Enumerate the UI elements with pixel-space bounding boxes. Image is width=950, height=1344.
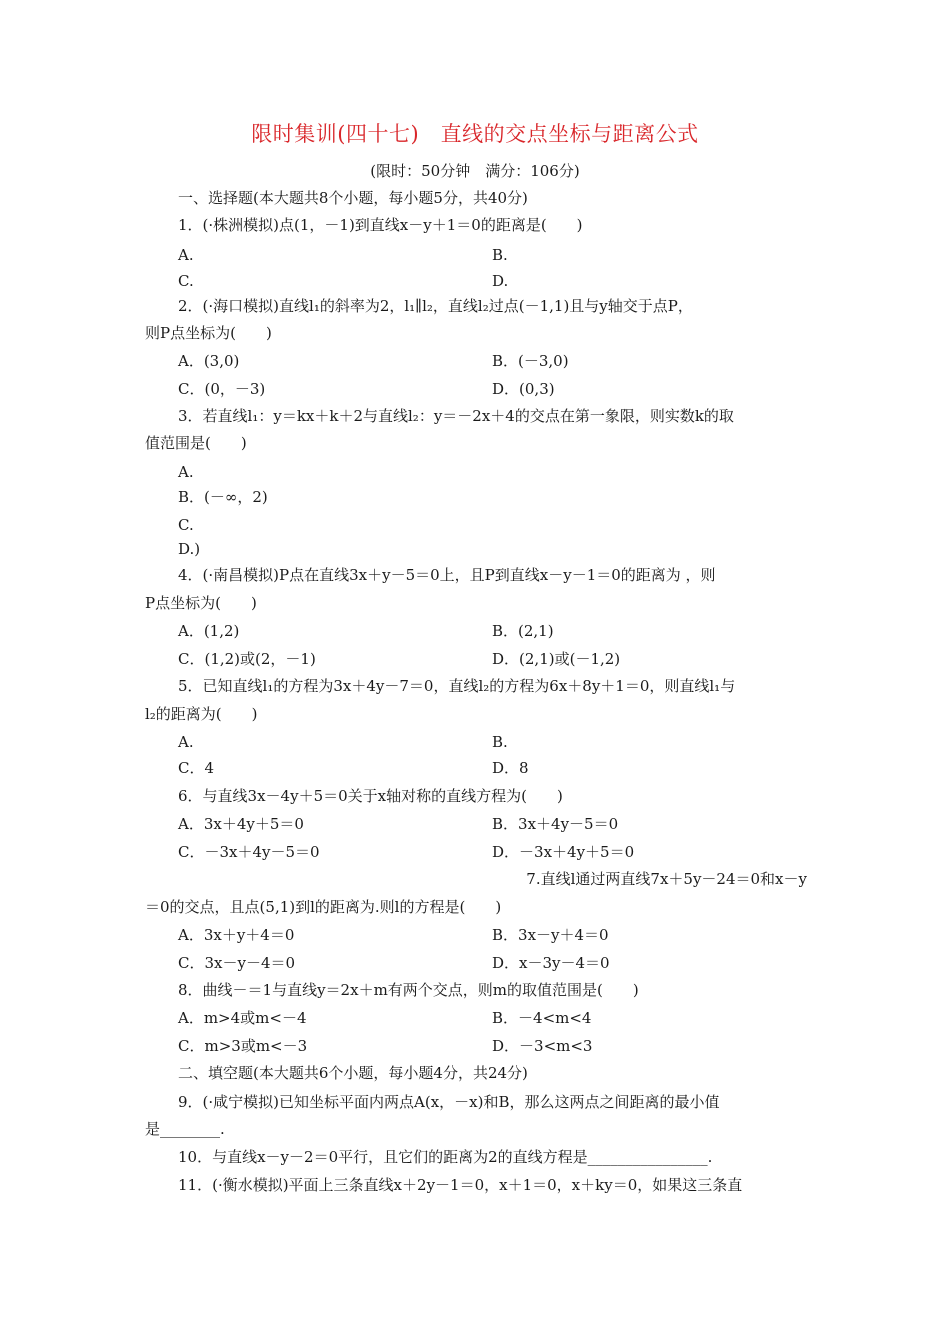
text-line: ＝0的交点，且点(5,1)到l的距离为.则l的方程是( ) [145,898,502,916]
text-line: 10．与直线x－y－2＝0平行，且它们的距离为2的直线方程是________________. [178,1148,713,1166]
text-line: C．－3x＋4y－5＝0 [178,843,320,861]
text-line: A．3x＋4y＋5＝0 [178,815,304,833]
text-line: A．(1,2) [178,622,240,640]
text-line: 一、选择题(本大题共8个小题，每小题5分，共40分) [178,189,528,207]
text-line: B．3x－y＋4＝0 [492,926,609,944]
page-subtitle: (限时：50分钟 满分：106分) [370,162,580,180]
text-line: B. [492,246,508,264]
text-line: A. [178,733,194,751]
text-line: B. [492,733,508,751]
text-line: 二、填空题(本大题共6个小题，每小题4分，共24分) [178,1064,528,1082]
text-line: D．(2,1)或(－1,2) [492,650,621,668]
text-line: 值范围是( ) [145,434,247,452]
text-line: C. [178,516,194,534]
text-line: D. [492,272,509,290]
text-line: P点坐标为( ) [145,594,257,612]
text-line: B．－4<m<4 [492,1009,592,1027]
text-line: C. [178,272,194,290]
text-line: l₂的距离为( ) [145,705,258,723]
text-line: C．m>3或m<－3 [178,1037,308,1055]
text-line: 8．曲线－＝1与直线y＝2x＋m有两个交点，则m的取值范围是( ) [178,981,639,999]
text-line: C．(1,2)或(2，－1) [178,650,316,668]
text-line: 11．(·衡水模拟)平面上三条直线x＋2y－1＝0，x＋1＝0，x＋ky＝0，如果这三条直 [178,1176,743,1194]
text-line: B．(2,1) [492,622,554,640]
text-line: A．(3,0) [178,352,240,370]
text-line: B．3x＋4y－5＝0 [492,815,619,833]
text-line: 7.直线l通过两直线7x＋5y－24＝0和x－y [526,870,807,888]
text-line: 则P点坐标为( ) [145,324,272,342]
text-line: C．3x－y－4＝0 [178,954,296,972]
text-line: A．m>4或m<－4 [178,1009,307,1027]
text-line: C．(0，－3) [178,380,266,398]
text-line: 1．(·株洲模拟)点(1，－1)到直线x－y＋1＝0的距离是( ) [178,216,583,234]
text-line: 是________. [145,1120,225,1138]
text-line: D．－3x＋4y＋5＝0 [492,843,635,861]
text-line: 2．(·海口模拟)直线l₁的斜率为2，l₁∥l₂，直线l₂过点(－1,1)且与y轴交于点P， [178,297,693,315]
text-line: A．3x＋y＋4＝0 [178,926,295,944]
text-line: A. [178,463,194,481]
page-title: 限时集训(四十七) 直线的交点坐标与距离公式 [251,122,699,146]
text-line: A. [178,246,194,264]
text-line: C．4 [178,759,215,777]
text-line: D．(0,3) [492,380,555,398]
text-line: D．－3<m<3 [492,1037,593,1055]
text-line: 4．(·南昌模拟)P点在直线3x＋y－5＝0上，且P到直线x－y－1＝0的距离为 ，则 [178,566,716,584]
text-line: B．(－3,0) [492,352,569,370]
text-line: 5．已知直线l₁的方程为3x＋4y－7＝0，直线l₂的方程为6x＋8y＋1＝0，则直线l₁与 [178,677,736,695]
text-line: B．(－∞，2) [178,488,268,506]
text-line: D.) [178,540,201,558]
text-line: 9．(·咸宁模拟)已知坐标平面内两点A(x，－x)和B，那么这两点之间距离的最小值 [178,1093,720,1111]
text-line: D．8 [492,759,529,777]
text-line: 3．若直线l₁：y＝kx＋k＋2与直线l₂：y＝－2x＋4的交点在第一象限，则实数k的取 [178,407,734,425]
text-line: D．x－3y－4＝0 [492,954,610,972]
text-line: 6．与直线3x－4y＋5＝0关于x轴对称的直线方程为( ) [178,787,563,805]
